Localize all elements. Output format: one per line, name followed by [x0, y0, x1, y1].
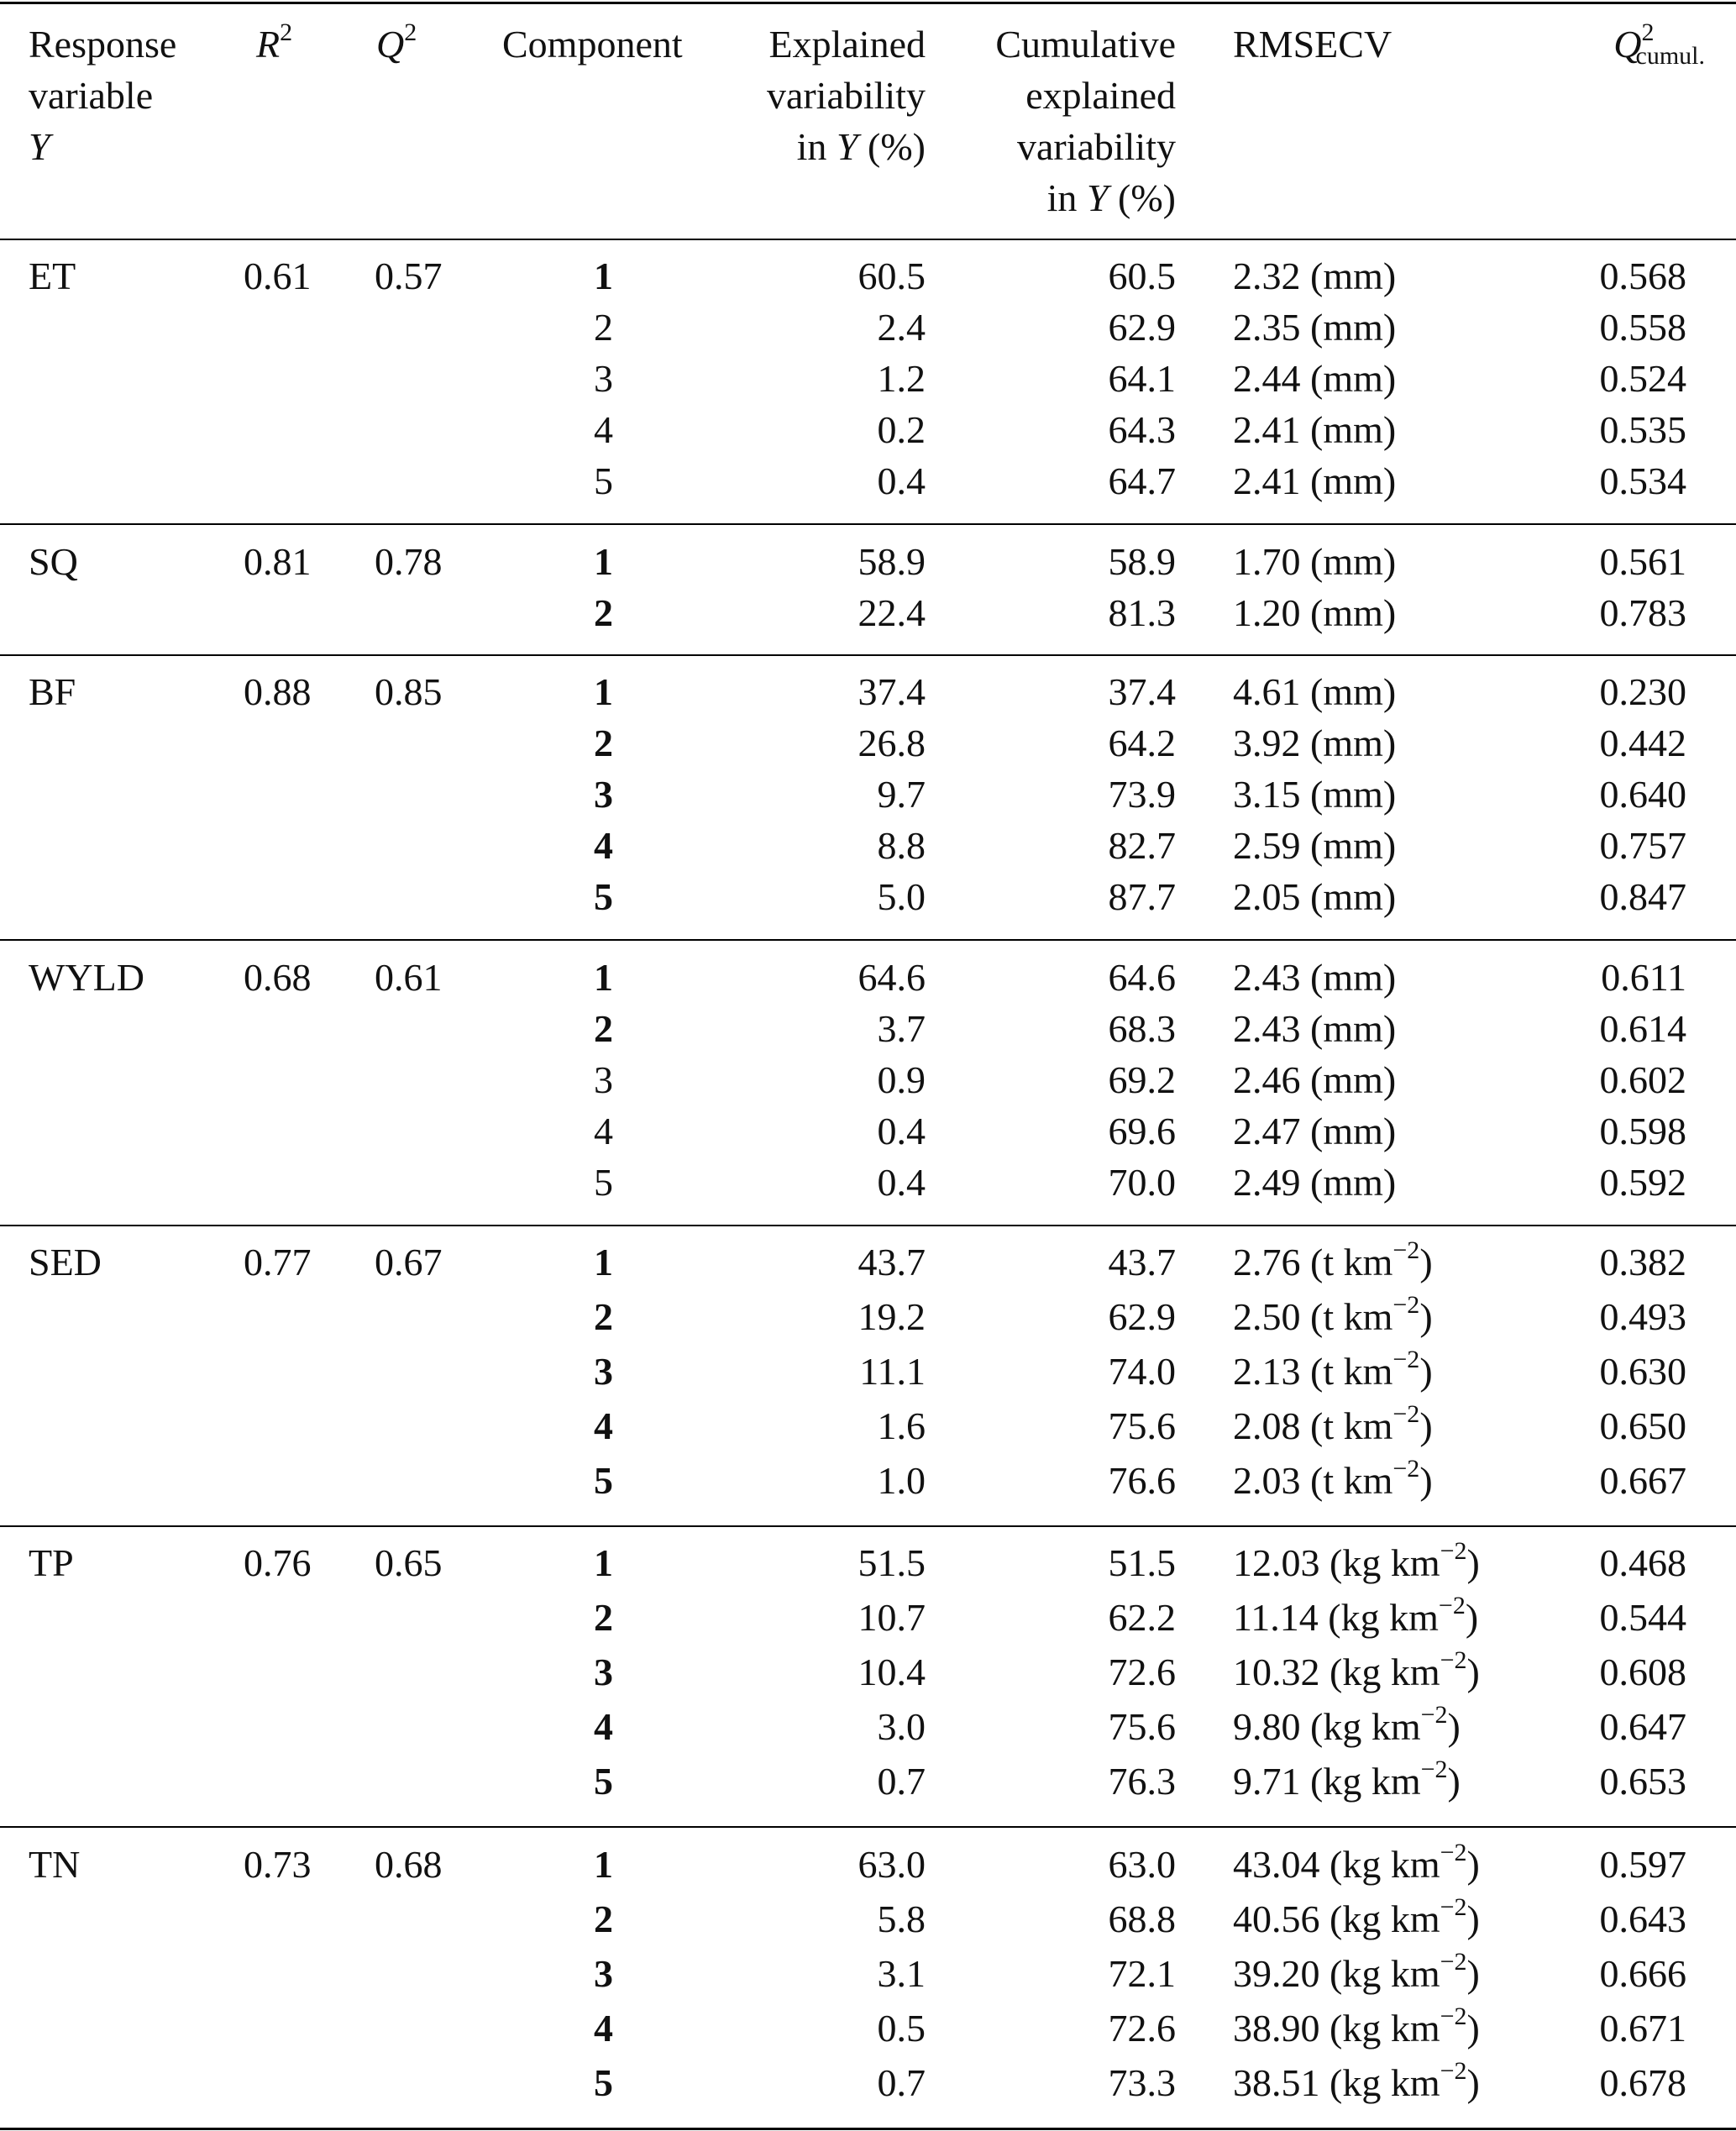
rmsecv-et-5: 2.41 (mm) [1233, 459, 1397, 502]
explained-sed-3: 11.1 [859, 1350, 926, 1393]
rmsecv-et-1: 2.32 (mm) [1233, 255, 1397, 297]
explained-bf-4: 8.8 [877, 824, 926, 867]
header-response-line1: Response [29, 23, 177, 66]
header-explained-variability: Explained variability in Y (%) [766, 23, 926, 168]
rmsecv-sed-2: 2.50 (t $km^{-2}$) [1233, 1291, 1433, 1338]
q2-tp: 0.65 [375, 1541, 443, 1584]
q2cum-et-1: 0.568 [1599, 255, 1686, 297]
variable-tn: TN [29, 1843, 81, 1886]
rmsecv-bf-1: 4.61 (mm) [1233, 670, 1397, 713]
cumulative-tn-4: 72.6 [1108, 2007, 1176, 2050]
explained-et-4: 0.2 [877, 408, 926, 451]
group-rule-et [0, 523, 1736, 525]
q2cum-tp-2: 0.544 [1599, 1596, 1686, 1639]
cumulative-bf-1: 37.4 [1108, 670, 1176, 713]
explained-et-5: 0.4 [877, 459, 926, 502]
component-wyld-3: 3 [594, 1058, 613, 1101]
rmsecv-wyld-4: 2.47 (mm) [1233, 1110, 1397, 1152]
explained-sed-4: 1.6 [877, 1404, 926, 1447]
cumulative-tp-2: 62.2 [1108, 1596, 1176, 1639]
component-bf-4: 4 [594, 824, 613, 867]
cumulative-bf-3: 73.9 [1108, 773, 1176, 816]
q2cum-bf-1: 0.230 [1599, 670, 1686, 713]
q2cum-wyld-3: 0.602 [1599, 1058, 1686, 1101]
rmsecv-tp-5: 9.71 (kg $km^{-2}$) [1233, 1756, 1461, 1803]
q2cum-tp-5: 0.653 [1599, 1760, 1686, 1803]
q2cum-sq-1: 0.561 [1599, 540, 1686, 583]
cumulative-tn-3: 72.1 [1108, 1952, 1176, 1995]
group-rule-sq [0, 654, 1736, 656]
component-tp-3: 3 [594, 1651, 613, 1693]
q2cum-bf-4: 0.757 [1599, 824, 1686, 867]
variable-sq: SQ [29, 540, 78, 583]
cumulative-wyld-4: 69.6 [1108, 1110, 1176, 1152]
explained-tn-5: 0.7 [877, 2061, 926, 2104]
cumulative-sed-2: 62.9 [1108, 1295, 1176, 1338]
cumulative-tp-3: 72.6 [1108, 1651, 1176, 1693]
cumulative-tn-2: 68.8 [1108, 1897, 1176, 1940]
explained-bf-5: 5.0 [877, 875, 926, 918]
q2-et: 0.57 [375, 255, 443, 297]
component-et-4: 4 [594, 408, 613, 451]
component-wyld-1: 1 [594, 956, 613, 999]
explained-wyld-5: 0.4 [877, 1161, 926, 1204]
component-tn-4: 4 [594, 2007, 613, 2050]
component-tp-5: 5 [594, 1760, 613, 1803]
rmsecv-wyld-1: 2.43 (mm) [1233, 956, 1397, 999]
rmsecv-sq-2: 1.20 (mm) [1233, 591, 1397, 634]
rmsecv-tp-3: 10.32 (kg $km^{-2}$) [1233, 1646, 1480, 1693]
rmsecv-bf-5: 2.05 (mm) [1233, 875, 1397, 918]
cumulative-bf-2: 64.2 [1108, 722, 1176, 764]
q2cum-et-2: 0.558 [1599, 306, 1686, 349]
explained-bf-1: 37.4 [858, 670, 926, 713]
component-sed-4: 4 [594, 1404, 613, 1447]
cumulative-et-5: 64.7 [1108, 459, 1176, 502]
q2cum-wyld-1: 0.611 [1601, 956, 1686, 999]
explained-et-2: 2.4 [877, 306, 926, 349]
explained-tp-5: 0.7 [877, 1760, 926, 1803]
q2cum-sed-1: 0.382 [1599, 1241, 1686, 1283]
rmsecv-bf-3: 3.15 (mm) [1233, 773, 1397, 816]
rmsecv-wyld-3: 2.46 (mm) [1233, 1058, 1397, 1101]
header-q2-cumulative: $Q^2_{cumul.}$ [1613, 18, 1705, 70]
group-rule-sed [0, 1525, 1736, 1527]
q2-wyld: 0.61 [375, 956, 443, 999]
cumulative-wyld-2: 68.3 [1108, 1007, 1176, 1050]
q2-sq: 0.78 [375, 540, 443, 583]
q2cum-tn-4: 0.671 [1599, 2007, 1686, 2050]
explained-sed-5: 1.0 [877, 1459, 926, 1502]
cumulative-bf-5: 87.7 [1108, 875, 1176, 918]
rmsecv-bf-4: 2.59 (mm) [1233, 824, 1397, 867]
component-wyld-5: 5 [594, 1161, 613, 1204]
q2cum-bf-3: 0.640 [1599, 773, 1686, 816]
rmsecv-sed-1: 2.76 (t $km^{-2}$) [1233, 1236, 1433, 1283]
rmsecv-bf-2: 3.92 (mm) [1233, 722, 1397, 764]
rmsecv-et-2: 2.35 (mm) [1233, 306, 1397, 349]
q2cum-tn-2: 0.643 [1599, 1897, 1686, 1940]
q2cum-tn-5: 0.678 [1599, 2061, 1686, 2104]
component-et-2: 2 [594, 306, 613, 349]
explained-et-1: 60.5 [858, 255, 926, 297]
rmsecv-tp-2: 11.14 (kg $km^{-2}$) [1233, 1592, 1479, 1639]
r2-et: 0.61 [244, 255, 312, 297]
r2-sed: 0.77 [244, 1241, 312, 1283]
rmsecv-tp-4: 9.80 (kg $km^{-2}$) [1233, 1701, 1461, 1748]
component-bf-1: 1 [594, 670, 613, 713]
component-et-1: 1 [594, 255, 613, 297]
explained-sq-1: 58.9 [858, 540, 926, 583]
q2cum-bf-5: 0.847 [1599, 875, 1686, 918]
cumulative-tp-1: 51.5 [1108, 1541, 1176, 1584]
cumulative-et-1: 60.5 [1108, 255, 1176, 297]
r2-wyld: 0.68 [244, 956, 312, 999]
variable-sed: SED [29, 1241, 102, 1283]
r2-bf: 0.88 [244, 670, 312, 713]
rmsecv-wyld-2: 2.43 (mm) [1233, 1007, 1397, 1050]
top-rule [0, 2, 1736, 4]
explained-sed-1: 43.7 [858, 1241, 926, 1283]
rmsecv-et-4: 2.41 (mm) [1233, 408, 1397, 451]
q2cum-et-3: 0.524 [1599, 357, 1686, 400]
explained-bf-2: 26.8 [858, 722, 926, 764]
explained-tp-4: 3.0 [877, 1705, 926, 1748]
component-tn-3: 3 [594, 1952, 613, 1995]
header-r2: $R^2$ [256, 18, 293, 66]
explained-wyld-2: 3.7 [877, 1007, 926, 1050]
component-sed-2: 2 [594, 1295, 613, 1338]
cumulative-et-4: 64.3 [1108, 408, 1176, 451]
group-rule-tp [0, 1826, 1736, 1828]
q2cum-tn-3: 0.666 [1599, 1952, 1686, 1995]
q2cum-bf-2: 0.442 [1599, 722, 1686, 764]
header-response-variable [29, 18, 176, 172]
q2cum-et-4: 0.535 [1599, 408, 1686, 451]
rmsecv-et-3: 2.44 (mm) [1233, 357, 1397, 400]
component-tn-5: 5 [594, 2061, 613, 2104]
variable-et: ET [29, 255, 76, 297]
cumulative-tn-1: 63.0 [1108, 1843, 1176, 1886]
q2cum-tp-4: 0.647 [1599, 1705, 1686, 1748]
rmsecv-sed-3: 2.13 (t $km^{-2}$) [1233, 1346, 1433, 1393]
q2-bf: 0.85 [375, 670, 443, 713]
rmsecv-sed-5: 2.03 (t $km^{-2}$) [1233, 1455, 1433, 1502]
q2cum-wyld-5: 0.592 [1599, 1161, 1686, 1204]
explained-sed-2: 19.2 [858, 1295, 926, 1338]
q2cum-sed-4: 0.650 [1599, 1404, 1686, 1447]
rmsecv-tn-1: 43.04 (kg $km^{-2}$) [1233, 1839, 1480, 1886]
component-sed-1: 1 [594, 1241, 613, 1283]
q2cum-sed-2: 0.493 [1599, 1295, 1686, 1338]
cumulative-tp-4: 75.6 [1108, 1705, 1176, 1748]
component-sed-5: 5 [594, 1459, 613, 1502]
cumulative-sed-4: 75.6 [1108, 1404, 1176, 1447]
explained-wyld-4: 0.4 [877, 1110, 926, 1152]
header-q2: $Q^2$ [376, 18, 417, 66]
header-cumulative-variability: Cumulative explained variability in Y (%) [995, 23, 1176, 219]
q2cum-et-5: 0.534 [1599, 459, 1686, 502]
rmsecv-tn-5: 38.51 (kg $km^{-2}$) [1233, 2057, 1480, 2104]
component-sq-2: 2 [594, 591, 613, 634]
group-rule-wyld [0, 1225, 1736, 1226]
rmsecv-tn-3: 39.20 (kg $km^{-2}$) [1233, 1948, 1480, 1995]
cumulative-sq-2: 81.3 [1108, 591, 1176, 634]
cumulative-sed-1: 43.7 [1108, 1241, 1176, 1283]
component-tp-2: 2 [594, 1596, 613, 1639]
q2-sed: 0.67 [375, 1241, 443, 1283]
rmsecv-sed-4: 2.08 (t $km^{-2}$) [1233, 1400, 1433, 1447]
q2cum-wyld-4: 0.598 [1599, 1110, 1686, 1152]
component-sq-1: 1 [594, 540, 613, 583]
component-et-3: 3 [594, 357, 613, 400]
r2-tp: 0.76 [244, 1541, 312, 1584]
explained-tn-4: 0.5 [877, 2007, 926, 2050]
explained-tn-2: 5.8 [877, 1897, 926, 1940]
explained-tn-3: 3.1 [877, 1952, 926, 1995]
component-tp-1: 1 [594, 1541, 613, 1584]
cumulative-wyld-5: 70.0 [1108, 1161, 1176, 1204]
explained-tp-2: 10.7 [858, 1596, 926, 1639]
component-bf-3: 3 [594, 773, 613, 816]
component-tn-2: 2 [594, 1897, 613, 1940]
cumulative-wyld-1: 64.6 [1108, 956, 1176, 999]
cumulative-sq-1: 58.9 [1108, 540, 1176, 583]
r2-sq: 0.81 [244, 540, 312, 583]
component-wyld-4: 4 [594, 1110, 613, 1152]
q2cum-sq-2: 0.783 [1599, 591, 1686, 634]
header-rule [0, 239, 1736, 240]
variable-tp: TP [29, 1541, 74, 1584]
variable-wyld: WYLD [29, 956, 144, 999]
rmsecv-wyld-5: 2.49 (mm) [1233, 1161, 1397, 1204]
header-response-line2: variable [29, 74, 154, 117]
rmsecv-sq-1: 1.70 (mm) [1233, 540, 1397, 583]
header-component: Component [502, 23, 683, 66]
explained-tp-1: 51.5 [858, 1541, 926, 1584]
cumulative-sed-3: 74.0 [1108, 1350, 1176, 1393]
q2cum-wyld-2: 0.614 [1599, 1007, 1686, 1050]
q2cum-tp-3: 0.608 [1599, 1651, 1686, 1693]
cumulative-tp-5: 76.3 [1108, 1760, 1176, 1803]
component-tp-4: 4 [594, 1705, 613, 1748]
q2cum-sed-3: 0.630 [1599, 1350, 1686, 1393]
component-sed-3: 3 [594, 1350, 613, 1393]
explained-wyld-1: 64.6 [858, 956, 926, 999]
explained-tn-1: 63.0 [858, 1843, 926, 1886]
explained-et-3: 1.2 [877, 357, 926, 400]
component-bf-2: 2 [594, 722, 613, 764]
group-rule-bf [0, 939, 1736, 941]
explained-wyld-3: 0.9 [877, 1058, 926, 1101]
cumulative-et-2: 62.9 [1108, 306, 1176, 349]
cumulative-tn-5: 73.3 [1108, 2061, 1176, 2104]
variable-bf: BF [29, 670, 76, 713]
cumulative-sed-5: 76.6 [1108, 1459, 1176, 1502]
component-bf-5: 5 [594, 875, 613, 918]
explained-bf-3: 9.7 [877, 773, 926, 816]
q2-tn: 0.68 [375, 1843, 443, 1886]
explained-sq-2: 22.4 [858, 591, 926, 634]
cumulative-bf-4: 82.7 [1108, 824, 1176, 867]
r2-tn: 0.73 [244, 1843, 312, 1886]
bottom-rule [0, 2128, 1736, 2130]
component-et-5: 5 [594, 459, 613, 502]
q2cum-tp-1: 0.468 [1599, 1541, 1686, 1584]
component-wyld-2: 2 [594, 1007, 613, 1050]
rmsecv-tn-2: 40.56 (kg $km^{-2}$) [1233, 1893, 1480, 1940]
header-rmsecv: RMSECV [1233, 23, 1392, 66]
explained-tp-3: 10.4 [858, 1651, 926, 1693]
component-tn-1: 1 [594, 1843, 613, 1886]
rmsecv-tn-4: 38.90 (kg $km^{-2}$) [1233, 2002, 1480, 2050]
cumulative-wyld-3: 69.2 [1108, 1058, 1176, 1101]
rmsecv-tp-1: 12.03 (kg $km^{-2}$) [1233, 1537, 1480, 1584]
header-response-line3: Y [29, 125, 50, 168]
q2cum-sed-5: 0.667 [1599, 1459, 1686, 1502]
cumulative-et-3: 64.1 [1108, 357, 1176, 400]
q2cum-tn-1: 0.597 [1599, 1843, 1686, 1886]
